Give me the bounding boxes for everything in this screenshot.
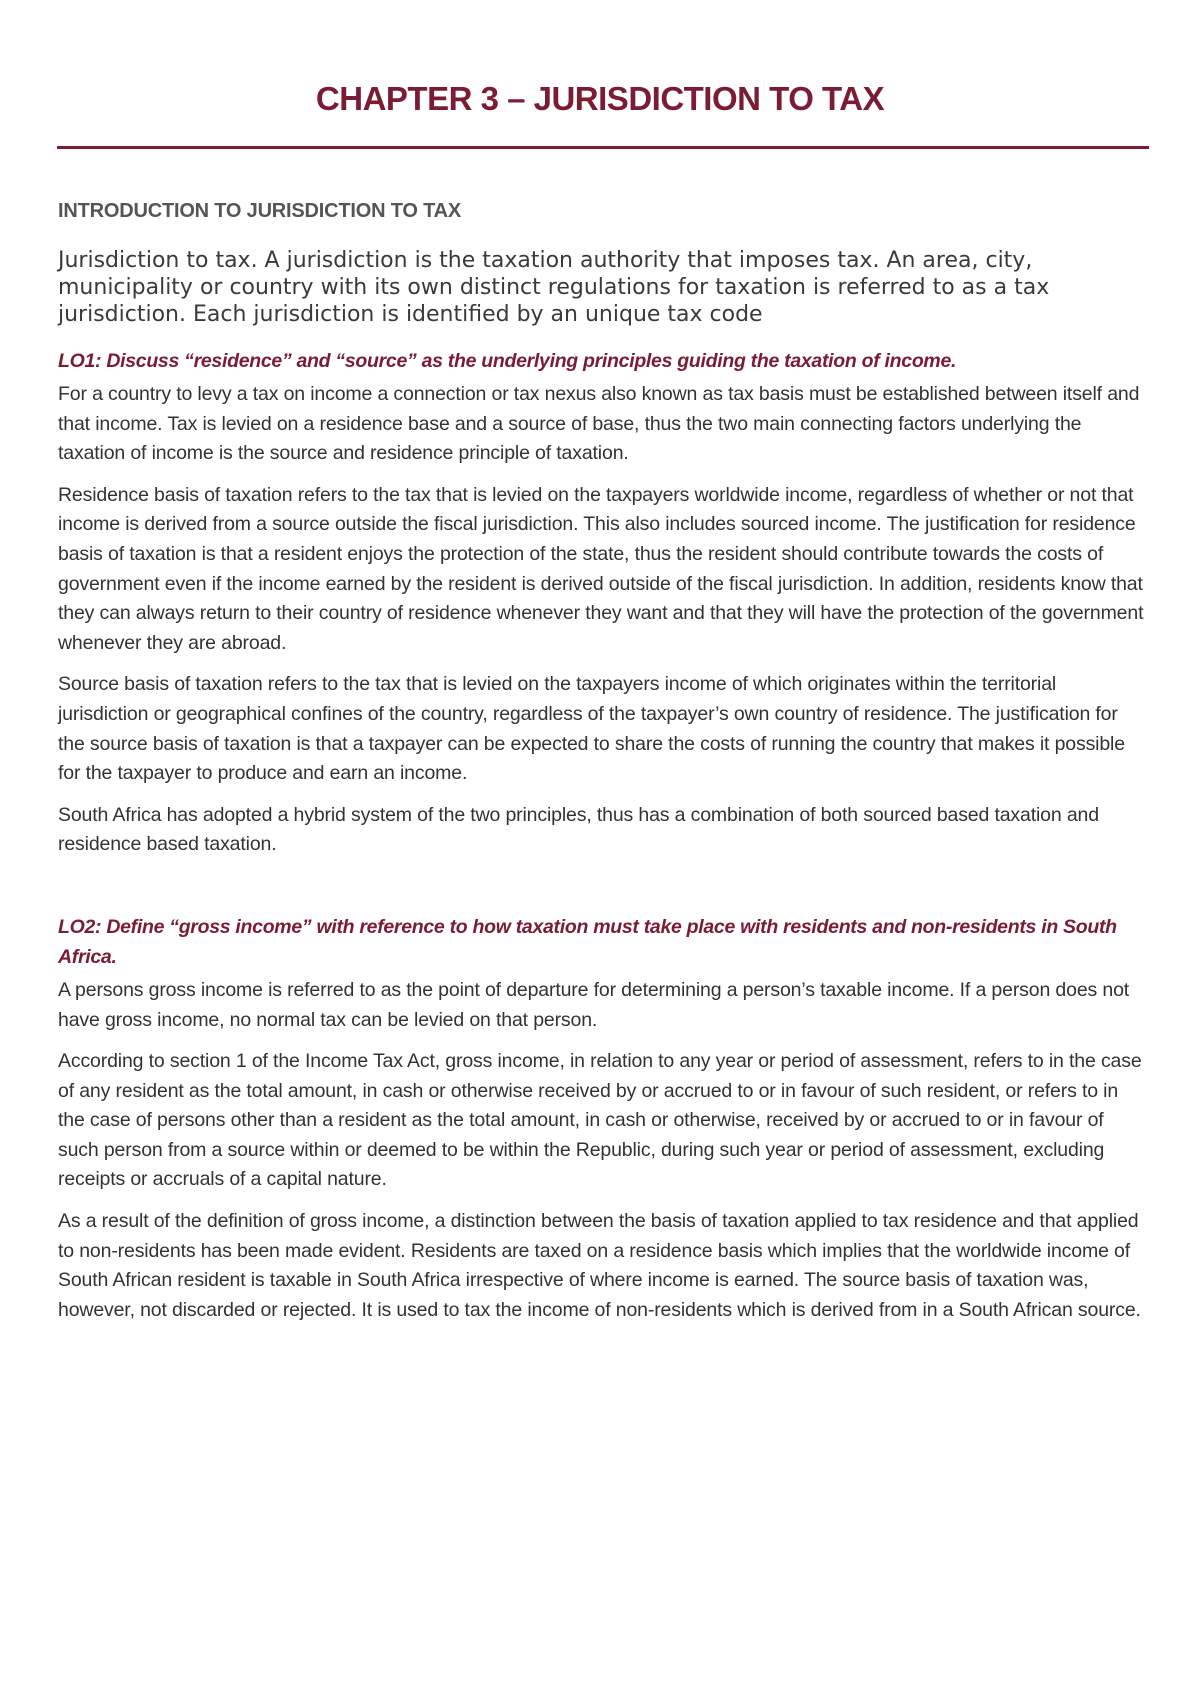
document-body bbox=[58, 200, 1148, 1337]
intro-paragraph: Jurisdiction to tax. A jurisdiction is the taxation authority that imposes tax. An area, city, municipality or country with its own distinct regulations for taxation is referred to as a tax jurisdiction. Each jurisdiction is identified by an unique tax code bbox=[58, 248, 1050, 327]
lo2-paragraph-3: As a result of the definition of gross income, a distinction between the basis of taxation applied to tax residence and that applied to non-residents has been made evident. Residents are taxed on a residence basis which implies that the worldwide income of South African resident is taxable in South Africa irrespective of where income is earned. The source basis of taxation was, however, not discarded or rejected. It is used to tax the income of non-residents which is derived from in a South African source. bbox=[58, 1210, 1141, 1321]
lo2-heading: LO2: Define “gross income” with reference to how taxation must take place with residents and non-residents in South Africa. bbox=[58, 915, 1117, 968]
lo1-paragraph-1: For a country to levy a tax on income a connection or tax nexus also known as tax basis must be established between itself and that income. Tax is levied on a residence base and a source of base, thus the two main connecting factors underlying the taxation of income is the source and residence principle of taxation. bbox=[58, 383, 1140, 465]
lo2-paragraph-2: According to section 1 of the Income Tax Act, gross income, in relation to any year or period of assessment, refers to in the case of any resident as the total amount, in cash or otherwise received by or accrued to or in favour of such resident, or refers to in the case of persons other than a resident as the total amount, in cash or otherwise, received by or accrued to or in favour of such person from a source within or deemed to be within the Republic, during such year or period of assessment, excluding receipts or accruals of a capital nature. bbox=[58, 1050, 1142, 1191]
lo1-paragraph-3: Source basis of taxation refers to the tax that is levied on the taxpayers income of which originates within the territorial jurisdiction or geographical confines of the country, regardless of the taxpayer’s own country of residence. The justification for the source basis of taxation is that a taxpayer can be expected to share the costs of running the country that makes it possible for the taxpayer to produce and earn an income. bbox=[58, 673, 1125, 785]
title-divider bbox=[57, 146, 1149, 149]
section-heading: INTRODUCTION TO JURISDICTION TO TAX bbox=[58, 200, 462, 222]
chapter-title: CHAPTER 3 – JURISDICTION TO TAX bbox=[315, 80, 885, 117]
lo1-paragraph-4: South Africa has adopted a hybrid system of the two principles, thus has a combination of both sourced based taxation and residence based taxation. bbox=[58, 803, 1099, 856]
lo1-paragraph-2: Residence basis of taxation refers to the tax that is levied on the taxpayers worldwide income, regardless of whether or not that income is derived from a source outside the fiscal jurisdiction. This also includes sourced income. The justification for residence basis of taxation is that a resident enjoys the protection of the state, thus the resident should contribute towards the costs of government even if the income earned by the resident is derived outside of the fiscal jurisdiction. In addition, residents know that they can always return to their country of residence whenever they want and that they will have the protection of the government whenever they are abroad. bbox=[58, 483, 1144, 654]
section-spacer bbox=[58, 872, 1148, 912]
lo2-paragraph-1: A persons gross income is referred to as the point of departure for determining a person’s taxable income. If a person does not have gross income, no normal tax can be levied on that person. bbox=[58, 978, 1130, 1031]
lo1-heading: LO1: Discuss “residence” and “source” as the underlying principles guiding the taxation of income. bbox=[58, 350, 957, 372]
